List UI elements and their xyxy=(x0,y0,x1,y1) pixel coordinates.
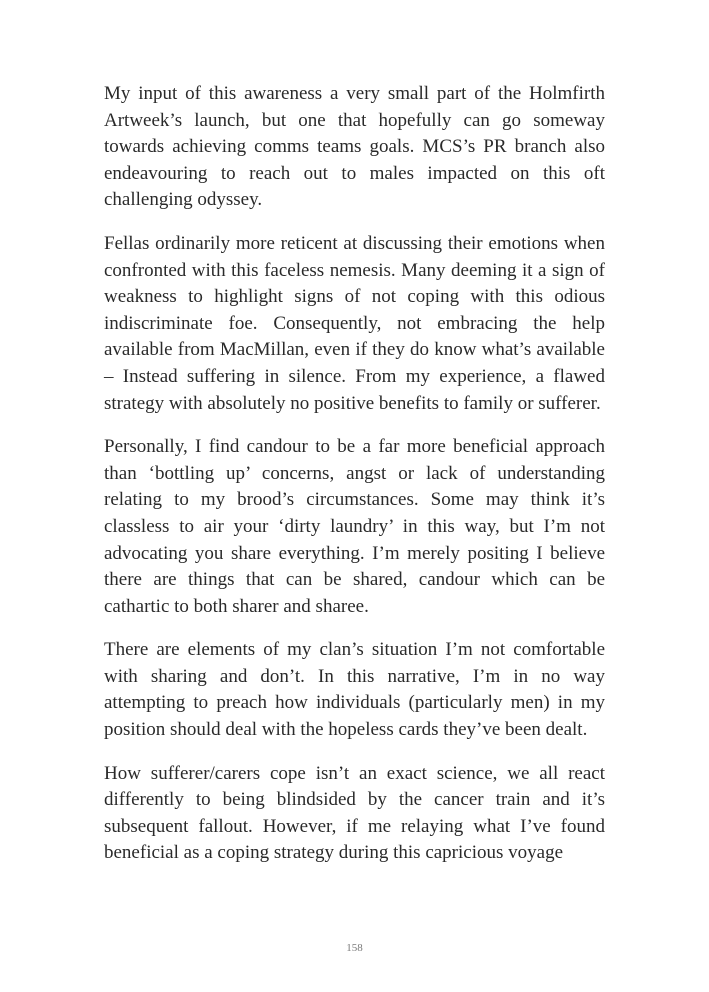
body-text xyxy=(104,81,605,884)
paragraph-2: Fellas ordinarily more reticent at discussing their emotions when confronted with this faceless nemesis. Many deeming it a sign of weakness to highlight signs of not coping with this odious indiscriminate foe. Consequently, not embracing the help available from MacMillan, even if they do know what’s available – Instead suffering in silence. From my experience, a flawed strategy with absolutely no positive benefits to family or sufferer. xyxy=(104,232,605,414)
paragraph-1: My input of this awareness a very small part of the Holmfirth Artweek’s launch, but one that hopefully can go someway towards achieving comms teams goals. MCS’s PR branch also endeavouring to reach out to males impacted on this oft challenging odyssey. xyxy=(104,83,605,211)
paragraph-5: How sufferer/carers cope isn’t an exact science, we all react differently to being blindsided by the cancer train and it’s subsequent fallout. However, if me relaying what I’ve found beneficial as a coping strategy during this capricious voyage xyxy=(104,762,605,864)
paragraph-4: There are elements of my clan’s situation I’m not comfortable with sharing and don’t. In this narrative, I’m in no way attempting to preach how individuals (particularly men) in my position should deal with the hopeless cards they’ve been dealt. xyxy=(104,639,605,741)
paragraph-3: Personally, I find candour to be a far more beneficial approach than ‘bottling up’ concerns, angst or lack of understanding relating to my brood’s circumstances. Some may think it’s classless to air your ‘dirty laundry’ in this way, but I’m not advocating you share everything. I’m merely positing I believe there are things that can be shared, candour which can be cathartic to both sharer and sharee. xyxy=(104,436,605,617)
page-number: 158 xyxy=(346,942,363,954)
